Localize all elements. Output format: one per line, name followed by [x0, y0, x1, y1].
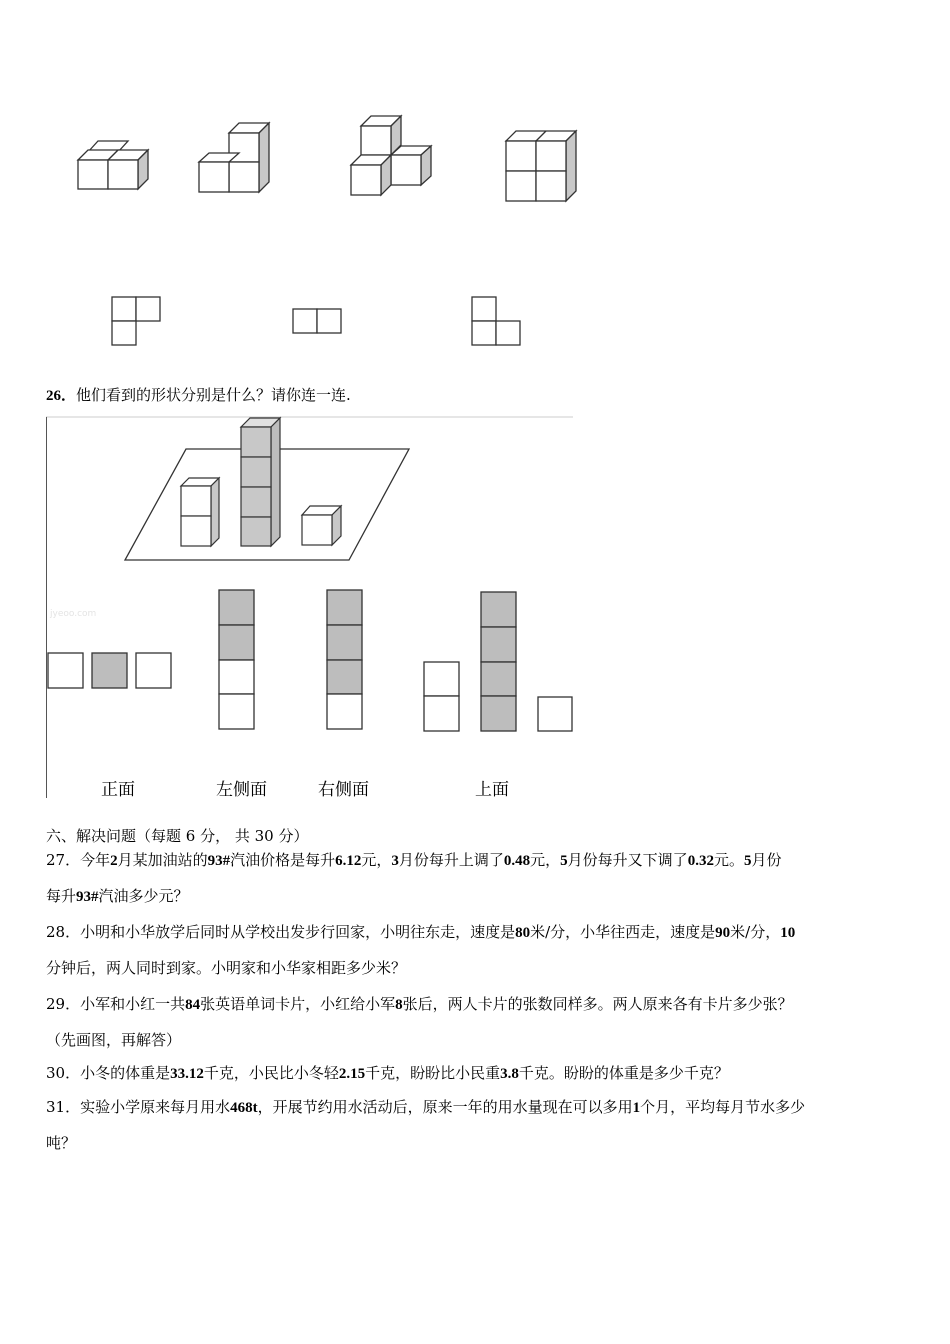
caption-top: 上面 — [475, 780, 509, 800]
question-number: 26． — [46, 388, 77, 404]
caption-left-side: 左侧面 — [216, 780, 267, 800]
question-28-line-1: 28．小明和小华放学后同时从学校出发步行回家，小明往东走，速度是80米/分，小华往西走，速度是90米/分，10 — [46, 923, 796, 941]
question-31-line-2: 吨？ — [46, 1134, 77, 1152]
question-29-line-1: 29．小军和小红一共84张英语单词卡片，小红给小军8张后，两人卡片的张数同样多。两人原来各有卡片多少张？ — [46, 995, 793, 1013]
section-title: 六、解决问题（每题 6 分， 共 30 分） — [46, 827, 309, 845]
question-27-line-1: 27．今年2月某加油站的93#汽油价格是每升6.12元，3月份每升上调了0.48元，5月份每升又下调了0.32元。5月份 — [46, 851, 782, 869]
question-29-line-2: （先画图，再解答） — [46, 1031, 182, 1049]
question-text: 他们看到的形状分别是什么？请你连一连. — [76, 386, 351, 404]
watermark: jyeoo.com — [50, 609, 97, 619]
caption-front: 正面 — [101, 780, 135, 800]
question-30-line-1: 30．小冬的体重是33.12千克，小民比小冬轻2.15千克，盼盼比小民重3.8千克。盼盼的体重是多少千克？ — [46, 1064, 729, 1082]
question-27-line-2: 每升93#汽油多少元？ — [46, 887, 189, 905]
question-31-line-1: 31．实验小学原来每月用水468t，开展节约用水活动后，原来一年的用水量现在可以多用1个月，平均每月节水多少 — [46, 1098, 806, 1116]
caption-right-side: 右侧面 — [318, 780, 369, 800]
question-28-line-2: 分钟后，两人同时到家。小明家和小华家相距多少米？ — [46, 959, 407, 977]
